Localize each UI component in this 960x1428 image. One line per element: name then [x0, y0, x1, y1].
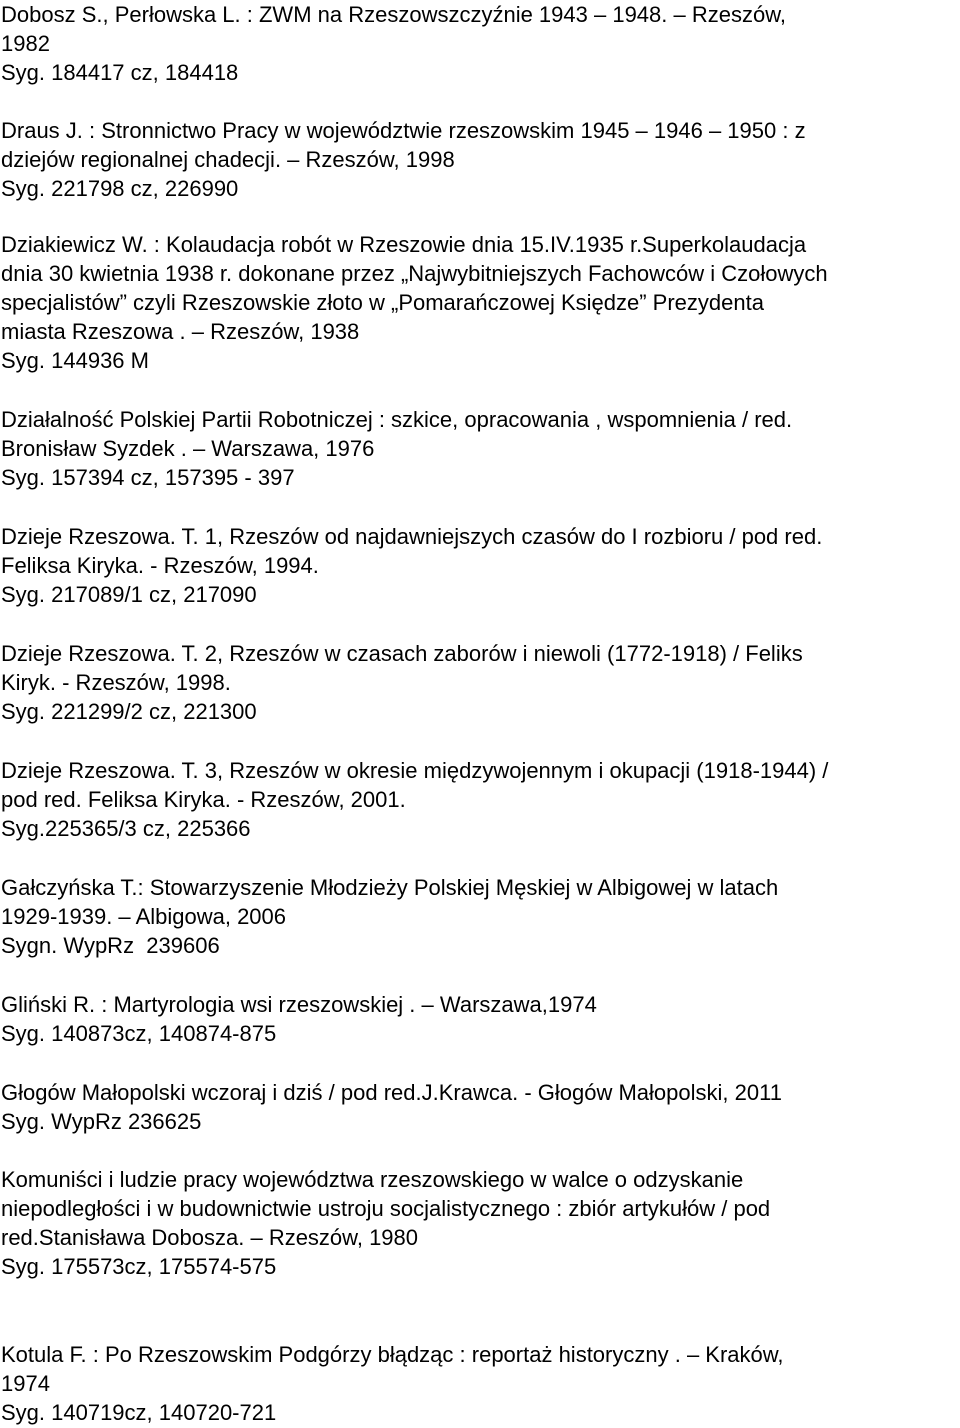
- entry-line: Bronisław Syzdek . – Warszawa, 1976: [1, 436, 375, 461]
- entry-line: Gałczyńska T.: Stowarzyszenie Młodzieży Polskiej Męskiej w Albigowej w latach: [1, 875, 779, 900]
- entry-line: dnia 30 kwietnia 1938 r. dokonane przez „Najwybitniejszych Fachowców i Czołowych: [1, 261, 828, 286]
- entry-signature: Syg. 157394 cz, 157395 - 397: [1, 465, 295, 490]
- entry-signature: Syg. 144936 M: [1, 348, 149, 373]
- entry-signature: Syg. 140873cz, 140874-875: [1, 1021, 277, 1046]
- entry-line: Głogów Małopolski wczoraj i dziś / pod red.J.Krawca. - Głogów Małopolski, 2011: [1, 1080, 782, 1105]
- entry-line: Dobosz S., Perłowska L. : ZWM na Rzeszowszczyźnie 1943 – 1948. – Rzeszów,: [1, 2, 786, 27]
- entry-line: dziejów regionalnej chadecji. – Rzeszów, 1998: [1, 147, 455, 172]
- entry-signature: Syg.225365/3 cz, 225366: [1, 816, 251, 841]
- entry-line: Kiryk. - Rzeszów, 1998.: [1, 670, 231, 695]
- entry-line: Komuniści i ludzie pracy województwa rzeszowskiego w walce o odzyskanie: [1, 1167, 744, 1192]
- entry-line: Dzieje Rzeszowa. T. 2, Rzeszów w czasach zaborów i niewoli (1772-1918) / Feliks: [1, 641, 803, 666]
- entry-line: red.Stanisława Dobosza. – Rzeszów, 1980: [1, 1225, 419, 1250]
- entry-signature: Syg. 221299/2 cz, 221300: [1, 699, 257, 724]
- entry-signature: Syg. 184417 cz, 184418: [1, 60, 239, 85]
- entry-line: Draus J. : Stronnictwo Pracy w województwie rzeszowskim 1945 – 1946 – 1950 : z: [1, 118, 806, 143]
- entry-signature: Syg. 217089/1 cz, 217090: [1, 582, 257, 607]
- entry-line: Gliński R. : Martyrologia wsi rzeszowskiej . – Warszawa,1974: [1, 992, 597, 1017]
- entry-signature: Syg. 175573cz, 175574-575: [1, 1254, 277, 1279]
- entry-line: specjalistów” czyli Rzeszowskie złoto w „Pomarańczowej Księdze” Prezydenta: [1, 290, 764, 315]
- entry-line: Działalność Polskiej Partii Robotniczej : szkice, opracowania , wspomnienia / red.: [1, 407, 793, 432]
- entry-line: Dzieje Rzeszowa. T. 3, Rzeszów w okresie międzywojennym i okupacji (1918-1944) /: [1, 758, 829, 783]
- entry-signature: Syg. WypRz 236625: [1, 1109, 202, 1134]
- entry-signature: Syg. 221798 cz, 226990: [1, 176, 239, 201]
- entry-signature: Syg. 140719cz, 140720-721: [1, 1400, 277, 1425]
- entry-line: 1929-1939. – Albigowa, 2006: [1, 904, 287, 929]
- entry-line: niepodległości i w budownictwie ustroju socjalistycznego : zbiór artykułów / pod: [1, 1196, 771, 1221]
- entry-line: Feliksa Kiryka. - Rzeszów, 1994.: [1, 553, 319, 578]
- entry-line: pod red. Feliksa Kiryka. - Rzeszów, 2001.: [1, 787, 406, 812]
- entry-line: 1974: [1, 1371, 50, 1396]
- entry-signature: Sygn. WypRz 239606: [1, 933, 220, 958]
- entry-line: Kotula F. : Po Rzeszowskim Podgórzy błądząc : reportaż historyczny . – Kraków,: [1, 1342, 784, 1367]
- entry-line: 1982: [1, 31, 50, 56]
- entry-line: Dziakiewicz W. : Kolaudacja robót w Rzeszowie dnia 15.IV.1935 r.Superkolaudacja: [1, 232, 807, 257]
- entry-line: miasta Rzeszowa . – Rzeszów, 1938: [1, 319, 360, 344]
- entry-line: Dzieje Rzeszowa. T. 1, Rzeszów od najdawniejszych czasów do I rozbioru / pod red.: [1, 524, 823, 549]
